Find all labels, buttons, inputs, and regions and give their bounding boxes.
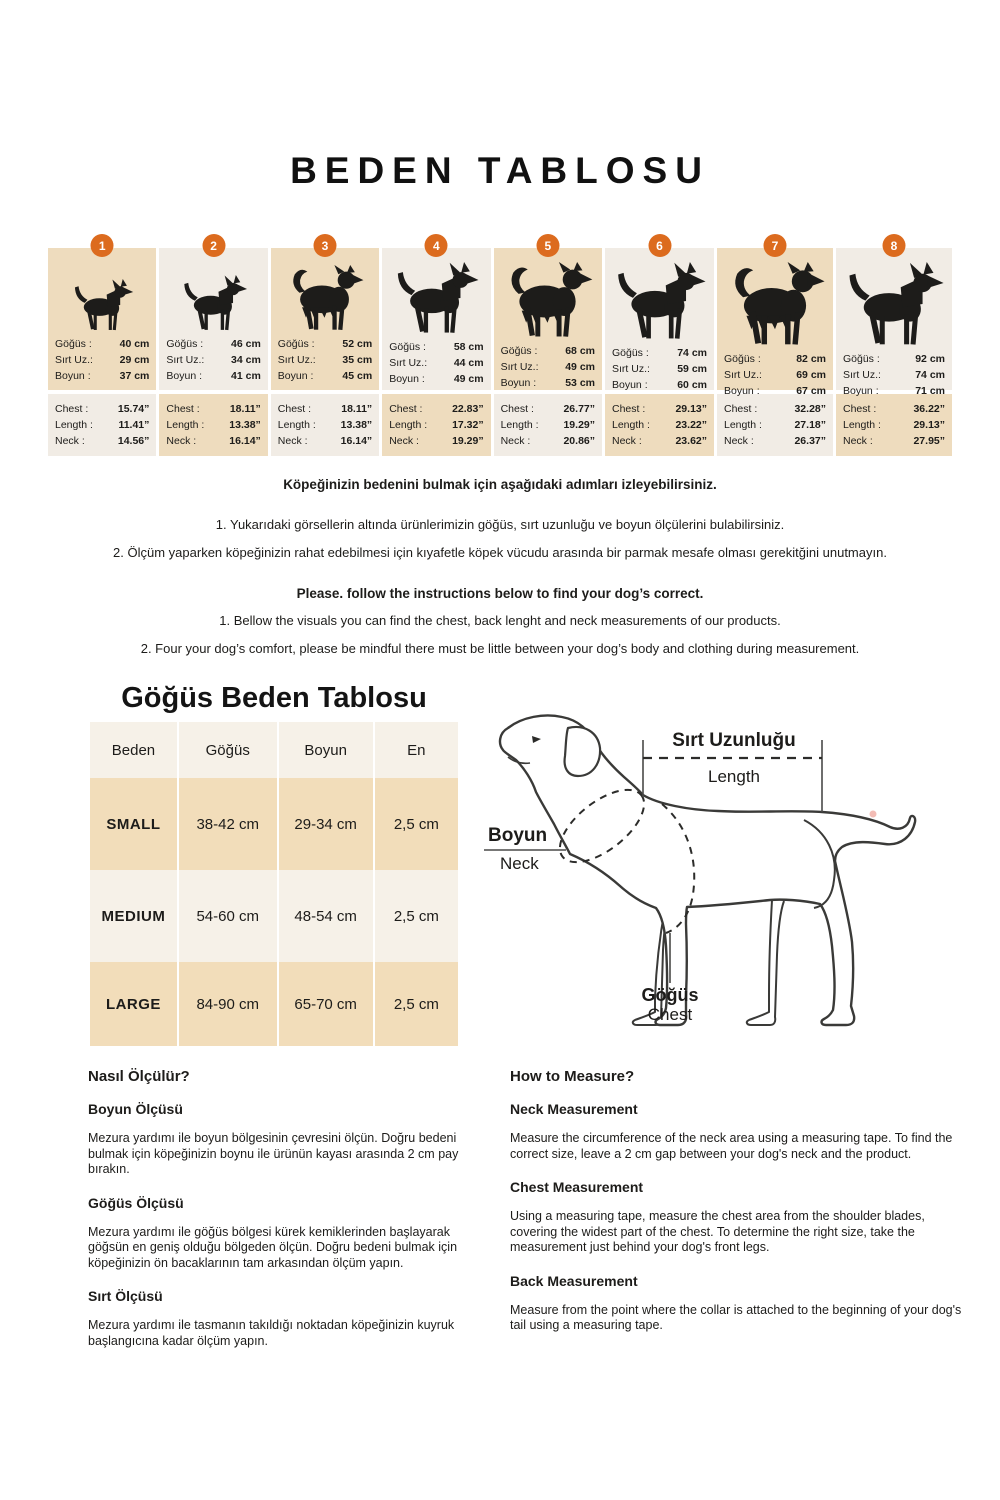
dog-silhouette-wrap bbox=[278, 262, 372, 336]
size-number-badge: 8 bbox=[883, 234, 906, 257]
dog-far-rear-leg bbox=[747, 900, 784, 1025]
chest-in-value: 18.11” bbox=[341, 403, 373, 415]
chest-cm-value: 68 cm bbox=[565, 345, 595, 357]
size-card-inch-section bbox=[836, 394, 952, 456]
chest-cm-label: Göğüs : bbox=[500, 345, 538, 357]
measure-tr-heading: Nasıl Ölçülür? bbox=[88, 1068, 190, 1085]
neck-cm-value: 60 cm bbox=[677, 379, 707, 391]
neck-cm-value: 53 cm bbox=[565, 377, 595, 389]
neck-in-value: 20.86” bbox=[563, 435, 595, 447]
length-in-value: 27.18” bbox=[794, 419, 826, 431]
chest-in-label: Chest : bbox=[500, 403, 534, 415]
size-number-badge: 5 bbox=[536, 234, 559, 257]
pink-dot bbox=[870, 811, 877, 818]
chest-label-tr: Göğüs bbox=[641, 985, 699, 1005]
size-card bbox=[494, 238, 602, 456]
cell-boyun: 48-54 cm bbox=[279, 870, 373, 962]
dog-silhouette-wrap bbox=[166, 262, 260, 336]
size-card-cm-section bbox=[48, 248, 156, 390]
chest-cm-label: Göğüs : bbox=[724, 353, 761, 365]
size-card-inch-section bbox=[717, 394, 833, 456]
back-length-label-tr: Sırt Uzunluğu bbox=[672, 730, 796, 751]
chest-cm-value: 40 cm bbox=[119, 338, 150, 350]
size-card-cm-section bbox=[159, 248, 267, 390]
neck-in-label: Neck : bbox=[724, 435, 754, 447]
measure-tr-section-body: Mezura yardımı ile tasmanın takıldığı noktadan köpeğinizin kuyruk başlangıcına kadar ölçüm yapın. bbox=[88, 1318, 455, 1348]
back-cm-label: Sırt Uz.: bbox=[389, 357, 428, 369]
measure-tr-section-title: Sırt Ölçüsü bbox=[88, 1288, 163, 1304]
dog-outline bbox=[500, 715, 915, 1025]
neck-cm-value: 49 cm bbox=[453, 373, 484, 385]
chest-in-label: Chest : bbox=[843, 403, 877, 415]
table-header-row bbox=[90, 722, 458, 778]
size-card bbox=[48, 238, 156, 456]
size-card bbox=[605, 238, 714, 456]
back-cm-label: Sırt Uz.: bbox=[55, 354, 93, 366]
dog-breed-silhouette-icon bbox=[612, 262, 707, 340]
dog-silhouette-wrap bbox=[724, 262, 826, 351]
neck-in-label: Neck : bbox=[166, 435, 197, 447]
measure-tr-section-title: Boyun Ölçüsü bbox=[88, 1101, 183, 1117]
chest-label-en: Chest bbox=[647, 1005, 693, 1024]
back-cm-label: Sırt Uz.: bbox=[277, 354, 316, 366]
dog-measurement-diagram bbox=[482, 700, 940, 1055]
neck-in-value: 16.14” bbox=[340, 435, 373, 447]
cell-beden: MEDIUM bbox=[90, 870, 177, 962]
length-in-label: Length : bbox=[389, 419, 428, 431]
neck-cm-label: Boyun : bbox=[843, 385, 879, 397]
measure-tr-section-body: Mezura yardımı ile boyun bölgesinin çevresini ölçün. Doğru bedeni bulmak için köpeğinizin boynu ile ürünün kayası arasında 2 cm pay bırakın. bbox=[88, 1131, 459, 1176]
cell-gogus: 54-60 cm bbox=[179, 870, 277, 962]
back-cm-value: 34 cm bbox=[231, 354, 261, 366]
dog-breed-silhouette-icon bbox=[284, 265, 365, 331]
chest-cm-label: Göğüs : bbox=[277, 338, 315, 350]
measure-tr-section-body: Mezura yardımı ile göğüs bölgesi kürek kemiklerinden başlayarak göğsün en geniş olduğu bölgeden ölçün. Doğru bedeni bulmak için köpeğinizin ön bacaklarının tam arkasından ölçüm yapın. bbox=[88, 1224, 458, 1270]
size-card-cm-section bbox=[271, 248, 379, 390]
neck-cm-label: Boyun : bbox=[612, 379, 648, 391]
dog-breed-silhouette-icon bbox=[501, 262, 594, 338]
measure-en-section-body: Using a measuring tape, measure the chest area from the shoulder blades, covering the widest part of the chest. To determine the right size, take the measurement just behind your dog's front legs. bbox=[510, 1209, 925, 1254]
neck-label-en: Neck bbox=[500, 854, 539, 873]
size-card-inch-section bbox=[271, 394, 379, 456]
cell-boyun: 65-70 cm bbox=[279, 962, 373, 1046]
back-cm-label: Sırt Uz.: bbox=[500, 361, 539, 373]
length-in-value: 29.13” bbox=[913, 419, 945, 431]
measure-en-section-body: Measure the circumference of the neck area using a measuring tape. To find the correct size, leave a 2 cm gap between your dog's neck and the product. bbox=[510, 1131, 953, 1161]
neck-cm-value: 45 cm bbox=[342, 370, 373, 382]
length-in-label: Length : bbox=[843, 419, 881, 431]
size-card-inch-section bbox=[48, 394, 156, 456]
length-in-label: Length : bbox=[166, 419, 205, 431]
chest-in-label: Chest : bbox=[389, 403, 423, 415]
measure-en-section-title: Neck Measurement bbox=[510, 1101, 638, 1117]
cell-gogus: 84-90 cm bbox=[179, 962, 277, 1046]
back-cm-label: Sırt Uz.: bbox=[166, 354, 205, 366]
chest-in-value: 29.13” bbox=[675, 403, 707, 415]
chest-in-value: 26.77” bbox=[563, 403, 595, 415]
neck-cm-value: 37 cm bbox=[119, 370, 150, 382]
instructions-tr-heading: Köpeğinizin bedenini bulmak için aşağıdaki adımları izleyebilirsiniz. bbox=[283, 477, 717, 492]
length-in-label: Length : bbox=[277, 419, 316, 431]
size-cards-row bbox=[48, 238, 952, 456]
length-in-label: Length : bbox=[55, 419, 93, 431]
cell-en: 2,5 cm bbox=[375, 962, 458, 1046]
back-cm-label: Sırt Uz.: bbox=[843, 369, 881, 381]
chest-in-value: 22.83” bbox=[452, 403, 484, 415]
size-card bbox=[271, 238, 379, 456]
dog-silhouette-wrap bbox=[843, 262, 945, 351]
neck-in-label: Neck : bbox=[500, 435, 531, 447]
back-cm-value: 35 cm bbox=[342, 354, 373, 366]
neck-cm-label: Boyun : bbox=[277, 370, 314, 382]
cell-beden: SMALL bbox=[90, 778, 177, 870]
neck-in-label: Neck : bbox=[612, 435, 642, 447]
chest-cm-value: 82 cm bbox=[796, 353, 826, 365]
size-card-cm-section bbox=[494, 248, 602, 390]
neck-in-value: 14.56” bbox=[117, 435, 150, 447]
size-card-cm-section bbox=[836, 248, 952, 397]
neck-in-value: 19.29” bbox=[452, 435, 484, 447]
size-card bbox=[717, 238, 833, 456]
chest-in-label: Chest : bbox=[55, 403, 89, 415]
neck-in-label: Neck : bbox=[389, 435, 419, 447]
dog-breed-silhouette-icon bbox=[843, 262, 945, 346]
neck-label-tr: Boyun bbox=[488, 825, 548, 846]
dog-silhouette-wrap bbox=[501, 262, 595, 343]
neck-in-label: Neck : bbox=[55, 435, 85, 447]
how-to-measure-tr bbox=[88, 1068, 490, 1349]
back-cm-value: 29 cm bbox=[119, 354, 150, 366]
size-number-badge: 7 bbox=[764, 234, 787, 257]
col-header-en: En bbox=[375, 722, 458, 778]
neck-cm-value: 71 cm bbox=[915, 385, 945, 397]
instructions-en-step2: 2. Four your dog’s comfort, please be mindful there must be little between your dog’s body and clothing during measurement. bbox=[140, 641, 860, 656]
chest-cm-label: Göğüs : bbox=[166, 338, 204, 350]
size-card-inch-section bbox=[494, 394, 602, 456]
chest-in-value: 32.28” bbox=[794, 403, 826, 415]
size-number-badge: 6 bbox=[648, 234, 671, 257]
instructions-tr-step2: 2. Ölçüm yaparken köpeğinizin rahat edebilmesi için kıyafetle köpek vücudu arasında bir parmak mesafe olması gerekitğini unutmayın. bbox=[113, 545, 887, 560]
chest-cm-label: Göğüs : bbox=[389, 341, 426, 353]
neck-cm-label: Boyun : bbox=[55, 370, 91, 382]
instructions-tr-step1: 1. Yukarıdaki görsellerin altında ürünlerimizin göğüs, sırt uzunluğu ve boyun ölçülerini bulabilirsiniz. bbox=[215, 517, 785, 532]
chest-in-label: Chest : bbox=[724, 403, 758, 415]
measure-en-section-title: Chest Measurement bbox=[510, 1179, 644, 1195]
length-in-value: 13.38” bbox=[229, 419, 261, 431]
length-in-label: Length : bbox=[724, 419, 762, 431]
chest-cm-value: 46 cm bbox=[231, 338, 261, 350]
col-header-boyun: Boyun bbox=[279, 722, 373, 778]
size-card-cm-section bbox=[382, 248, 490, 390]
cell-boyun: 29-34 cm bbox=[279, 778, 373, 870]
length-in-value: 17.32” bbox=[452, 419, 484, 431]
cell-beden: LARGE bbox=[90, 962, 177, 1046]
chest-cm-value: 52 cm bbox=[342, 338, 373, 350]
chest-cm-label: Göğüs : bbox=[843, 353, 880, 365]
cell-en: 2,5 cm bbox=[375, 778, 458, 870]
size-number-badge: 2 bbox=[202, 234, 225, 257]
dog-silhouette-wrap bbox=[389, 262, 483, 339]
neck-in-label: Neck : bbox=[843, 435, 873, 447]
length-in-value: 23.22” bbox=[675, 419, 707, 431]
instructions-en-heading: Please. follow the instructions below to find your dog’s correct. bbox=[296, 586, 704, 601]
neck-in-label: Neck : bbox=[277, 435, 308, 447]
page-title: BEDEN TABLOSU bbox=[290, 150, 710, 191]
dog-breed-silhouette-icon bbox=[392, 262, 480, 334]
col-header-gogus: Göğüs bbox=[179, 722, 277, 778]
measure-en-heading: How to Measure? bbox=[510, 1068, 635, 1085]
size-card bbox=[836, 238, 952, 456]
how-to-measure-en bbox=[510, 1068, 962, 1334]
cell-gogus: 38-42 cm bbox=[179, 778, 277, 870]
length-in-label: Length : bbox=[500, 419, 539, 431]
back-length-label-en: Length bbox=[708, 767, 760, 786]
dog-ear bbox=[565, 727, 601, 776]
back-cm-label: Sırt Uz.: bbox=[612, 363, 650, 375]
dog-breed-silhouette-icon bbox=[180, 275, 248, 331]
size-number-badge: 4 bbox=[425, 234, 448, 257]
chest-cm-label: Göğüs : bbox=[612, 347, 649, 359]
size-card-inch-section bbox=[159, 394, 267, 456]
size-card-cm-section bbox=[605, 248, 714, 390]
size-card-inch-section bbox=[605, 394, 714, 456]
size-card-cm-section bbox=[717, 248, 833, 397]
back-cm-value: 69 cm bbox=[796, 369, 826, 381]
chest-cm-value: 92 cm bbox=[915, 353, 945, 365]
table-row bbox=[90, 870, 458, 962]
neck-cm-label: Boyun : bbox=[724, 385, 760, 397]
back-cm-value: 59 cm bbox=[677, 363, 707, 375]
chest-in-label: Chest : bbox=[166, 403, 200, 415]
neck-cm-label: Boyun : bbox=[500, 377, 537, 389]
chest-cm-label: Göğüs : bbox=[55, 338, 92, 350]
size-number-badge: 1 bbox=[91, 234, 114, 257]
chest-table-title: Göğüs Beden Tablosu bbox=[121, 682, 427, 714]
dog-breed-silhouette-icon bbox=[724, 262, 826, 346]
size-card-inch-section bbox=[382, 394, 490, 456]
length-in-value: 13.38” bbox=[340, 419, 373, 431]
chest-in-label: Chest : bbox=[277, 403, 312, 415]
measure-en-section-body: Measure from the point where the collar is attached to the beginning of your dog's tail using a measuring tape. bbox=[510, 1302, 962, 1332]
dog-breed-silhouette-icon bbox=[71, 279, 134, 331]
measure-en-section-title: Back Measurement bbox=[510, 1272, 638, 1289]
neck-cm-label: Boyun : bbox=[389, 373, 425, 385]
size-card bbox=[382, 238, 490, 456]
size-card bbox=[159, 238, 267, 456]
instructions-en-step1: 1. Bellow the visuals you can find the chest, back lenght and neck measurements of our products. bbox=[219, 613, 781, 628]
cell-en: 2,5 cm bbox=[375, 870, 458, 962]
chest-cm-value: 74 cm bbox=[677, 347, 707, 359]
neck-in-value: 27.95” bbox=[913, 435, 945, 447]
table-row bbox=[90, 962, 458, 1046]
neck-in-value: 23.62” bbox=[675, 435, 707, 447]
neck-in-value: 26.37” bbox=[794, 435, 826, 447]
back-cm-value: 74 cm bbox=[915, 369, 945, 381]
back-cm-label: Sırt Uz.: bbox=[724, 369, 762, 381]
length-in-value: 11.41” bbox=[118, 419, 150, 431]
measure-tr-section-title: Göğüs Ölçüsü bbox=[88, 1194, 184, 1211]
neck-cm-value: 67 cm bbox=[796, 385, 826, 397]
chest-size-table bbox=[88, 722, 460, 1046]
table-row bbox=[90, 778, 458, 870]
chest-cm-value: 58 cm bbox=[453, 341, 484, 353]
length-in-label: Length : bbox=[612, 419, 650, 431]
neck-cm-label: Boyun : bbox=[166, 370, 202, 382]
chest-in-value: 36.22” bbox=[913, 403, 945, 415]
neck-in-value: 16.14” bbox=[229, 435, 261, 447]
back-cm-value: 49 cm bbox=[565, 361, 595, 373]
back-cm-value: 44 cm bbox=[453, 357, 484, 369]
dog-silhouette-wrap bbox=[55, 262, 149, 336]
chest-in-value: 18.11” bbox=[229, 403, 261, 415]
size-number-badge: 3 bbox=[313, 234, 336, 257]
dog-silhouette-wrap bbox=[612, 262, 707, 345]
neck-cm-value: 41 cm bbox=[231, 370, 261, 382]
col-header-beden: Beden bbox=[90, 722, 177, 778]
length-in-value: 19.29” bbox=[563, 419, 595, 431]
chest-in-value: 15.74” bbox=[117, 403, 150, 415]
chest-in-label: Chest : bbox=[612, 403, 646, 415]
